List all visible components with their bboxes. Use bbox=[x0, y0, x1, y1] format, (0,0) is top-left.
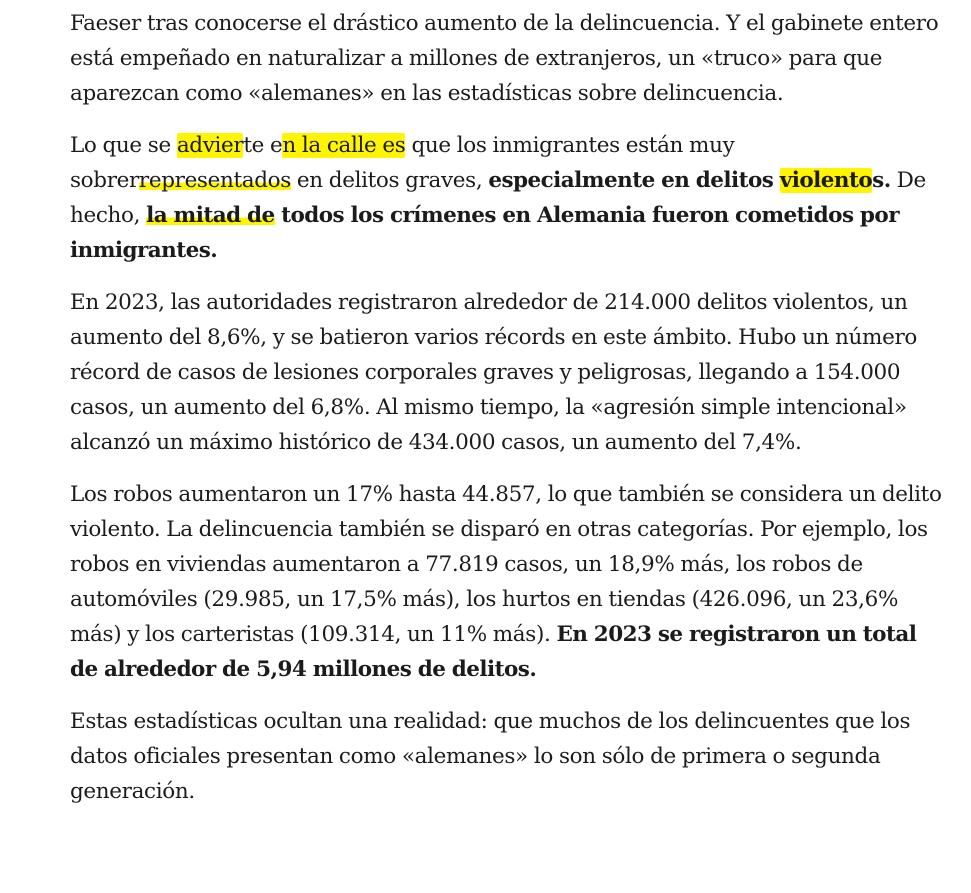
paragraph-4 bbox=[70, 477, 950, 687]
highlight-representados: representados bbox=[138, 168, 291, 193]
p2-bold-2: s. bbox=[872, 168, 891, 193]
paragraph-5-text: Estas estadísticas ocultan una realidad: que muchos de los delincuentes que los datos oficiales presentan como «alemanes» lo son sólo de primera o segunda generación. bbox=[70, 709, 911, 804]
paragraph-1-text: Faeser tras conocerse el drástico aumento de la delincuencia. Y el gabinete entero está empeñado en naturalizar a millones de extranjeros, un «truco» para que aparezcan como «alemanes» en las estadísticas sobre delincuencia. bbox=[70, 11, 939, 106]
paragraph-3 bbox=[70, 285, 950, 460]
paragraph-5 bbox=[70, 704, 950, 809]
paragraph-1 bbox=[70, 6, 950, 111]
paragraph-4-text: Los robos aumentaron un 17% hasta 44.857, lo que también se considera un delito violento. La delincuencia también se disparó en otras categorías. Por ejemplo, los robos en viviendas aumentaron a 77.819 casos, un 18,9% más, los robos de automóviles (29.985, un 17,5% más), los hurtos en tiendas (426.096, un 23,6% más) y los carteristas (109.314, un 11% más). bbox=[70, 482, 942, 647]
highlight-advier: advier bbox=[176, 133, 244, 158]
p2-text-5: De hecho, bbox=[70, 168, 926, 228]
paragraph-4-bold: En 2023 se registraron un total de alrededor de 5,94 millones de delitos. bbox=[70, 622, 917, 682]
highlight-la-mitad: la mitad de bbox=[146, 203, 275, 228]
p2-text-1: Lo que se bbox=[70, 133, 177, 158]
paragraph-2 bbox=[70, 128, 950, 268]
paragraph-3-text: En 2023, las autoridades registraron alrededor de 214.000 delitos violentos, un aumento del 8,6%, y se batieron varios récords en este ámbito. Hubo un número récord de casos de lesiones corporales graves y peligrosas, llegando a 154.000 casos, un aumento del 6,8%. Al mismo tiempo, la «agresión simple intencional» alcanzó un máximo histórico de 434.000 casos, un aumento del 7,4%. bbox=[70, 290, 917, 455]
highlight-violento: violento bbox=[779, 168, 873, 193]
p2-bold-3: todos los crímenes en Alemania fueron cometidos por inmigrantes. bbox=[70, 203, 899, 263]
p2-text-4: en delitos graves, bbox=[290, 168, 489, 193]
article-body bbox=[70, 6, 950, 826]
highlight-la-calle: n la calle es bbox=[282, 133, 406, 158]
p2-bold-1: especialmente en delitos bbox=[488, 168, 780, 193]
p2-text-3: que los inmigrantes están muy sobrer bbox=[70, 133, 735, 193]
p2-text-2: te e bbox=[243, 133, 283, 158]
